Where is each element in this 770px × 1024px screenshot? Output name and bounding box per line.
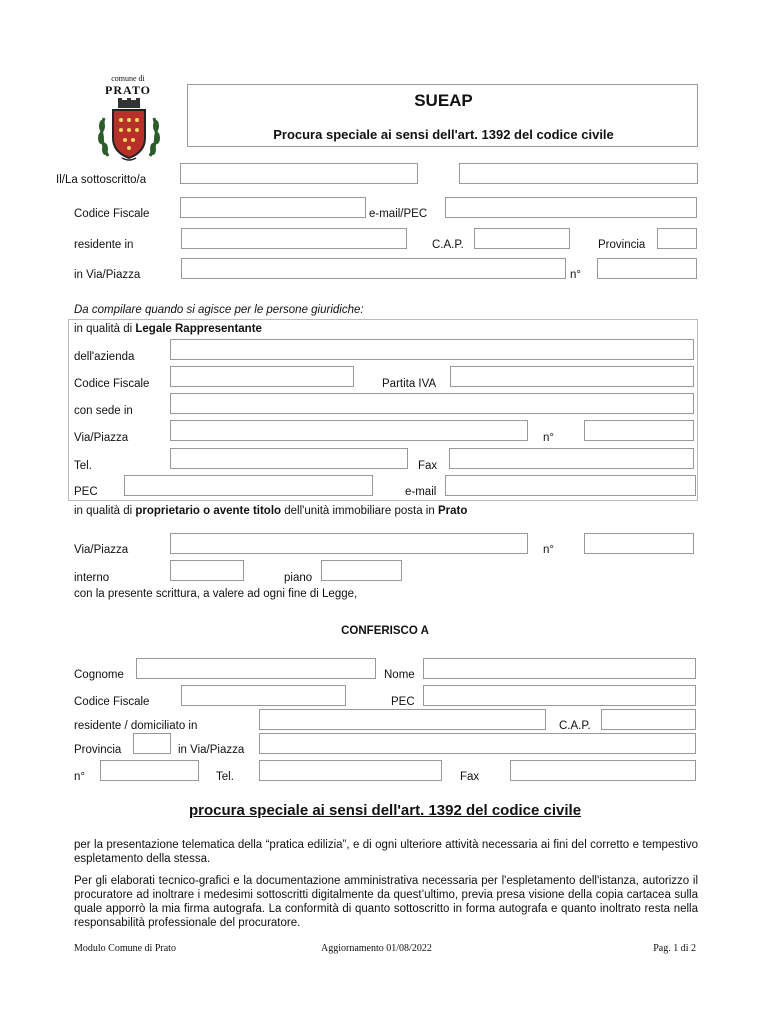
partita-iva-field[interactable] xyxy=(450,366,694,387)
numero-label: n° xyxy=(570,269,581,281)
owner-numero-field[interactable] xyxy=(584,533,694,554)
nome-field[interactable] xyxy=(423,658,696,679)
cognome-label: Cognome xyxy=(74,669,124,681)
juridical-codice-fiscale-field[interactable] xyxy=(170,366,354,387)
agent-tel-field[interactable] xyxy=(259,760,442,781)
footer-center: Aggiornamento 01/08/2022 xyxy=(321,943,432,954)
piano-field[interactable] xyxy=(321,560,402,581)
agent-fax-label: Fax xyxy=(460,771,480,783)
via-label: in Via/Piazza xyxy=(74,269,141,281)
agent-codice-fiscale-field[interactable] xyxy=(181,685,346,706)
page-subtitle: Procura speciale ai sensi dell'art. 1392 del codice civile xyxy=(273,127,614,142)
owner-bold: proprietario o avente titolo xyxy=(135,505,282,517)
juridical-via-label: Via/Piazza xyxy=(74,432,129,444)
qualita-prefix: in qualità di xyxy=(74,323,136,335)
conferisco-heading: CONFERISCO A xyxy=(341,625,429,637)
owner-numero-label: n° xyxy=(543,544,554,556)
juridical-via-field[interactable] xyxy=(170,420,528,441)
legale-rappresentante-line xyxy=(74,323,262,335)
owner-city: Prato xyxy=(437,505,468,517)
owner-middle: dell'unità immobiliare posta in xyxy=(281,505,438,517)
agent-via-field[interactable] xyxy=(259,733,696,754)
partita-iva-label: Partita IVA xyxy=(382,378,437,390)
cap-field[interactable] xyxy=(474,228,570,249)
footer-left: Modulo Comune di Prato xyxy=(74,943,176,954)
procura-heading: procura speciale ai sensi dell'art. 1392 del codice civile xyxy=(188,802,582,819)
agent-cap-label: C.A.P. xyxy=(559,720,591,732)
coat-of-arms-icon xyxy=(96,98,162,164)
pec-field[interactable] xyxy=(124,475,373,496)
azienda-field[interactable] xyxy=(170,339,694,360)
codice-fiscale-label: Codice Fiscale xyxy=(74,208,150,220)
agent-numero-label: n° xyxy=(74,771,85,783)
fax-field[interactable] xyxy=(449,448,694,469)
owner-via-field[interactable] xyxy=(170,533,528,554)
owner-prefix: in qualità di xyxy=(74,505,136,517)
codice-fiscale-field[interactable] xyxy=(180,197,366,218)
juridical-numero-field[interactable] xyxy=(584,420,694,441)
agent-cap-field[interactable] xyxy=(601,709,696,730)
residente-field[interactable] xyxy=(181,228,407,249)
sede-field[interactable] xyxy=(170,393,694,414)
provincia-field[interactable] xyxy=(657,228,697,249)
agent-tel-label: Tel. xyxy=(216,771,234,783)
juridical-numero-label: n° xyxy=(543,432,554,444)
sede-label: con sede in xyxy=(74,405,133,417)
sottoscritto-label: Il/La sottoscritto/a xyxy=(56,174,147,186)
pec-label: PEC xyxy=(74,486,98,498)
agent-residente-field[interactable] xyxy=(259,709,546,730)
email-label: e-mail xyxy=(405,486,437,498)
agent-codice-fiscale-label: Codice Fiscale xyxy=(74,696,150,708)
logo-small-text: comune di xyxy=(111,74,145,83)
footer-page-number: Pag. 1 di 2 xyxy=(653,943,696,954)
via-field[interactable] xyxy=(181,258,566,279)
title-box xyxy=(187,84,698,147)
email-field[interactable] xyxy=(445,475,696,496)
interno-label: interno xyxy=(74,572,110,584)
piano-label: piano xyxy=(284,572,313,584)
qualita-bold: Legale Rappresentante xyxy=(135,323,262,335)
agent-residente-label: residente / domiciliato in xyxy=(74,720,198,732)
juridical-intro: Da compilare quando si agisce per le persone giuridiche: xyxy=(74,304,364,316)
paragraph-elaborati: Per gli elaborati tecnico-grafici e la documentazione amministrativa necessaria per l'espletamento dell'istanza, autorizzo il procuratore ad inoltrare i medesimi sottoscritti digitalmente da quest’ultimo, previa presa visione della copia cartacea sulla quale apporrò la mia firma autografa. La conformità di quanto sottoscritto in forma autografa e quanto inoltrato resta nella responsabilità professionale del procuratore. xyxy=(74,875,698,929)
agent-provincia-field[interactable] xyxy=(133,733,171,754)
paragraph-presentazione: per la presentazione telematica della “pratica edilizia”, e di ogni ulteriore attività necessaria ai fini del corretto e tempestivo espletamento della stessa. xyxy=(74,839,698,865)
agent-pec-field[interactable] xyxy=(423,685,696,706)
agent-numero-field[interactable] xyxy=(100,760,199,781)
sottoscritto-surname-field[interactable] xyxy=(459,163,698,184)
email-pec-field[interactable] xyxy=(445,197,697,218)
numero-field[interactable] xyxy=(597,258,697,279)
tel-label: Tel. xyxy=(74,460,92,472)
cognome-field[interactable] xyxy=(136,658,376,679)
owner-line xyxy=(74,505,467,517)
juridical-codice-fiscale-label: Codice Fiscale xyxy=(74,378,150,390)
interno-field[interactable] xyxy=(170,560,244,581)
tel-field[interactable] xyxy=(170,448,408,469)
page-title: SUEAP xyxy=(414,91,473,110)
nome-label: Nome xyxy=(384,669,415,681)
owner-via-label: Via/Piazza xyxy=(74,544,129,556)
provincia-label: Provincia xyxy=(598,239,646,251)
email-pec-label: e-mail/PEC xyxy=(369,208,428,220)
cap-label: C.A.P. xyxy=(432,239,464,251)
azienda-label: dell'azienda xyxy=(74,351,135,363)
fax-label: Fax xyxy=(418,460,438,472)
agent-pec-label: PEC xyxy=(391,696,415,708)
residente-label: residente in xyxy=(74,239,134,251)
agent-fax-field[interactable] xyxy=(510,760,696,781)
prato-logo xyxy=(88,74,168,166)
agent-via-label: in Via/Piazza xyxy=(178,744,245,756)
logo-city-text: PRATO xyxy=(105,83,151,97)
scrittura-text: con la presente scrittura, a valere ad ogni fine di Legge, xyxy=(74,588,358,600)
sottoscritto-name-field[interactable] xyxy=(180,163,418,184)
agent-provincia-label: Provincia xyxy=(74,744,122,756)
